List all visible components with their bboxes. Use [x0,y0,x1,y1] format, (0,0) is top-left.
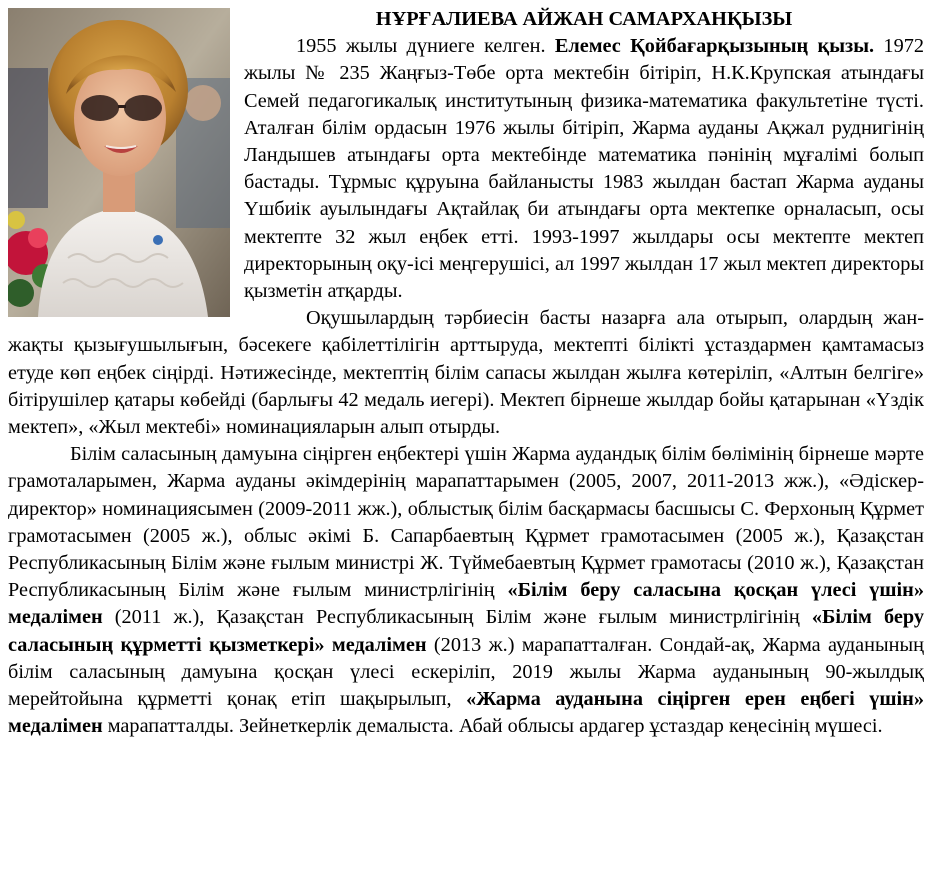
p1-bold-1: Елемес Қойбағарқызының қызы. [554,35,875,58]
p3-bold-3: «Жарма ауданына сіңірген ерен еңбегі үшін» медалімен [8,688,924,738]
document-page [8,6,924,740]
p3-text-1: Білім саласының дамуына сіңірген еңбектері үшін Жарма аудандық білім бөлімінің бірнеше мәрте грамоталарымен, Жарма ауданы әкімдерінің марапаттарымен (2005, 2007, 2011-2013 жж.), «Әдіскер-директор» номинациясымен (2009-2011 жж.), облыстық білім басқармасы басшысы С. Ферхоның Құрмет грамотасымен (2005 ж.), облыс әкімі Б. Сапарбаевтың Құрмет грамотасымен (2005 ж.), Қазақстан Республикасының Білім және ғылым министрі Ж. Түймебаевтың Құрмет грамотасы (2010 ж.), Қазақстан Республикасының Білім және ғылым министрлігінің [8,443,924,602]
p1-text-1: 1955 жылы дүниеге келген. [296,35,555,58]
portrait-image [8,8,230,317]
p3-bold-2: «Білім беру саласының құрметті қызметкері» медалімен [8,606,924,656]
p3-bold-1: «Білім беру саласына қосқан үлесі үшін» медалімен [8,579,924,629]
p1-text-2: 1972 жылы № 235 Жаңғыз-Төбе орта мектебін бітіріп, Н.К.Крупская атындағы Семей педагогикалық институтының физика-математика факультетіне түсті. Аталған білім ордасын 1976 жылы бітіріп, Жарма ауданы Ақжал руднигінің Ландышев атындағы орта мектебінде математика пәнінің мұғалімі болып бастады. Тұрмыс құруына байланысты 1983 жылдан бастап Жарма ауданы Үшбиік ауылындағы Ақтайлақ би атындағы орта мектепке орналасып, осы мектепте 32 жыл еңбек етті. 1993-1997 жылдары осы мектепте мектеп директорының оқу-ісі меңгерушісі, ал 1997 жылдан 17 жыл мектеп директоры қызметін атқарды. [244,35,924,303]
p3-text-4: марапатталды. Зейнеткерлік демалыста. Абай облысы ардагер ұстаздар кеңесінің мүшесі. [102,715,883,738]
p3-text-3: (2013 ж.) марапатталған. Сондай-ақ, Жарма ауданының білім саласының дамуына қосқан үлесі ескеріліп, 2019 жылы Жарма ауданының 90-жылдық мерейтойына құрметті қонақ етіп шақырылып, [8,633,924,711]
portrait-photo [8,8,230,317]
p2-text-1: Оқушылардың тәрбиесін басты назарға ала отырып, олардың жан-жақты қызығушылығын, бәсекеге қабілеттілігін арттыруда, мектепті білікті ұстаздармен қамтамасыз етуде көп еңбек сіңірді. Нәтижесінде, мектептің білім сапасы жылдан жылға көтеріліп, «Алтын белгіге» бітірушілер қатары көбейді (барлығы 42 медаль иегері). Мектеп бірнеше жылдар бойы қатарынан «Үздік мектеп», «Жыл мектебі» номинацияларын алып отырды. [8,307,924,439]
biography-paragraph-3 [8,441,924,740]
p3-text-2: (2011 ж.), Қазақстан Республикасының Білім және ғылым министрлігінің [102,606,812,629]
biography-paragraph-2 [8,305,924,441]
person-name-heading: НҰРҒАЛИЕВА АЙЖАН САМАРХАНҚЫЗЫ [375,8,793,30]
